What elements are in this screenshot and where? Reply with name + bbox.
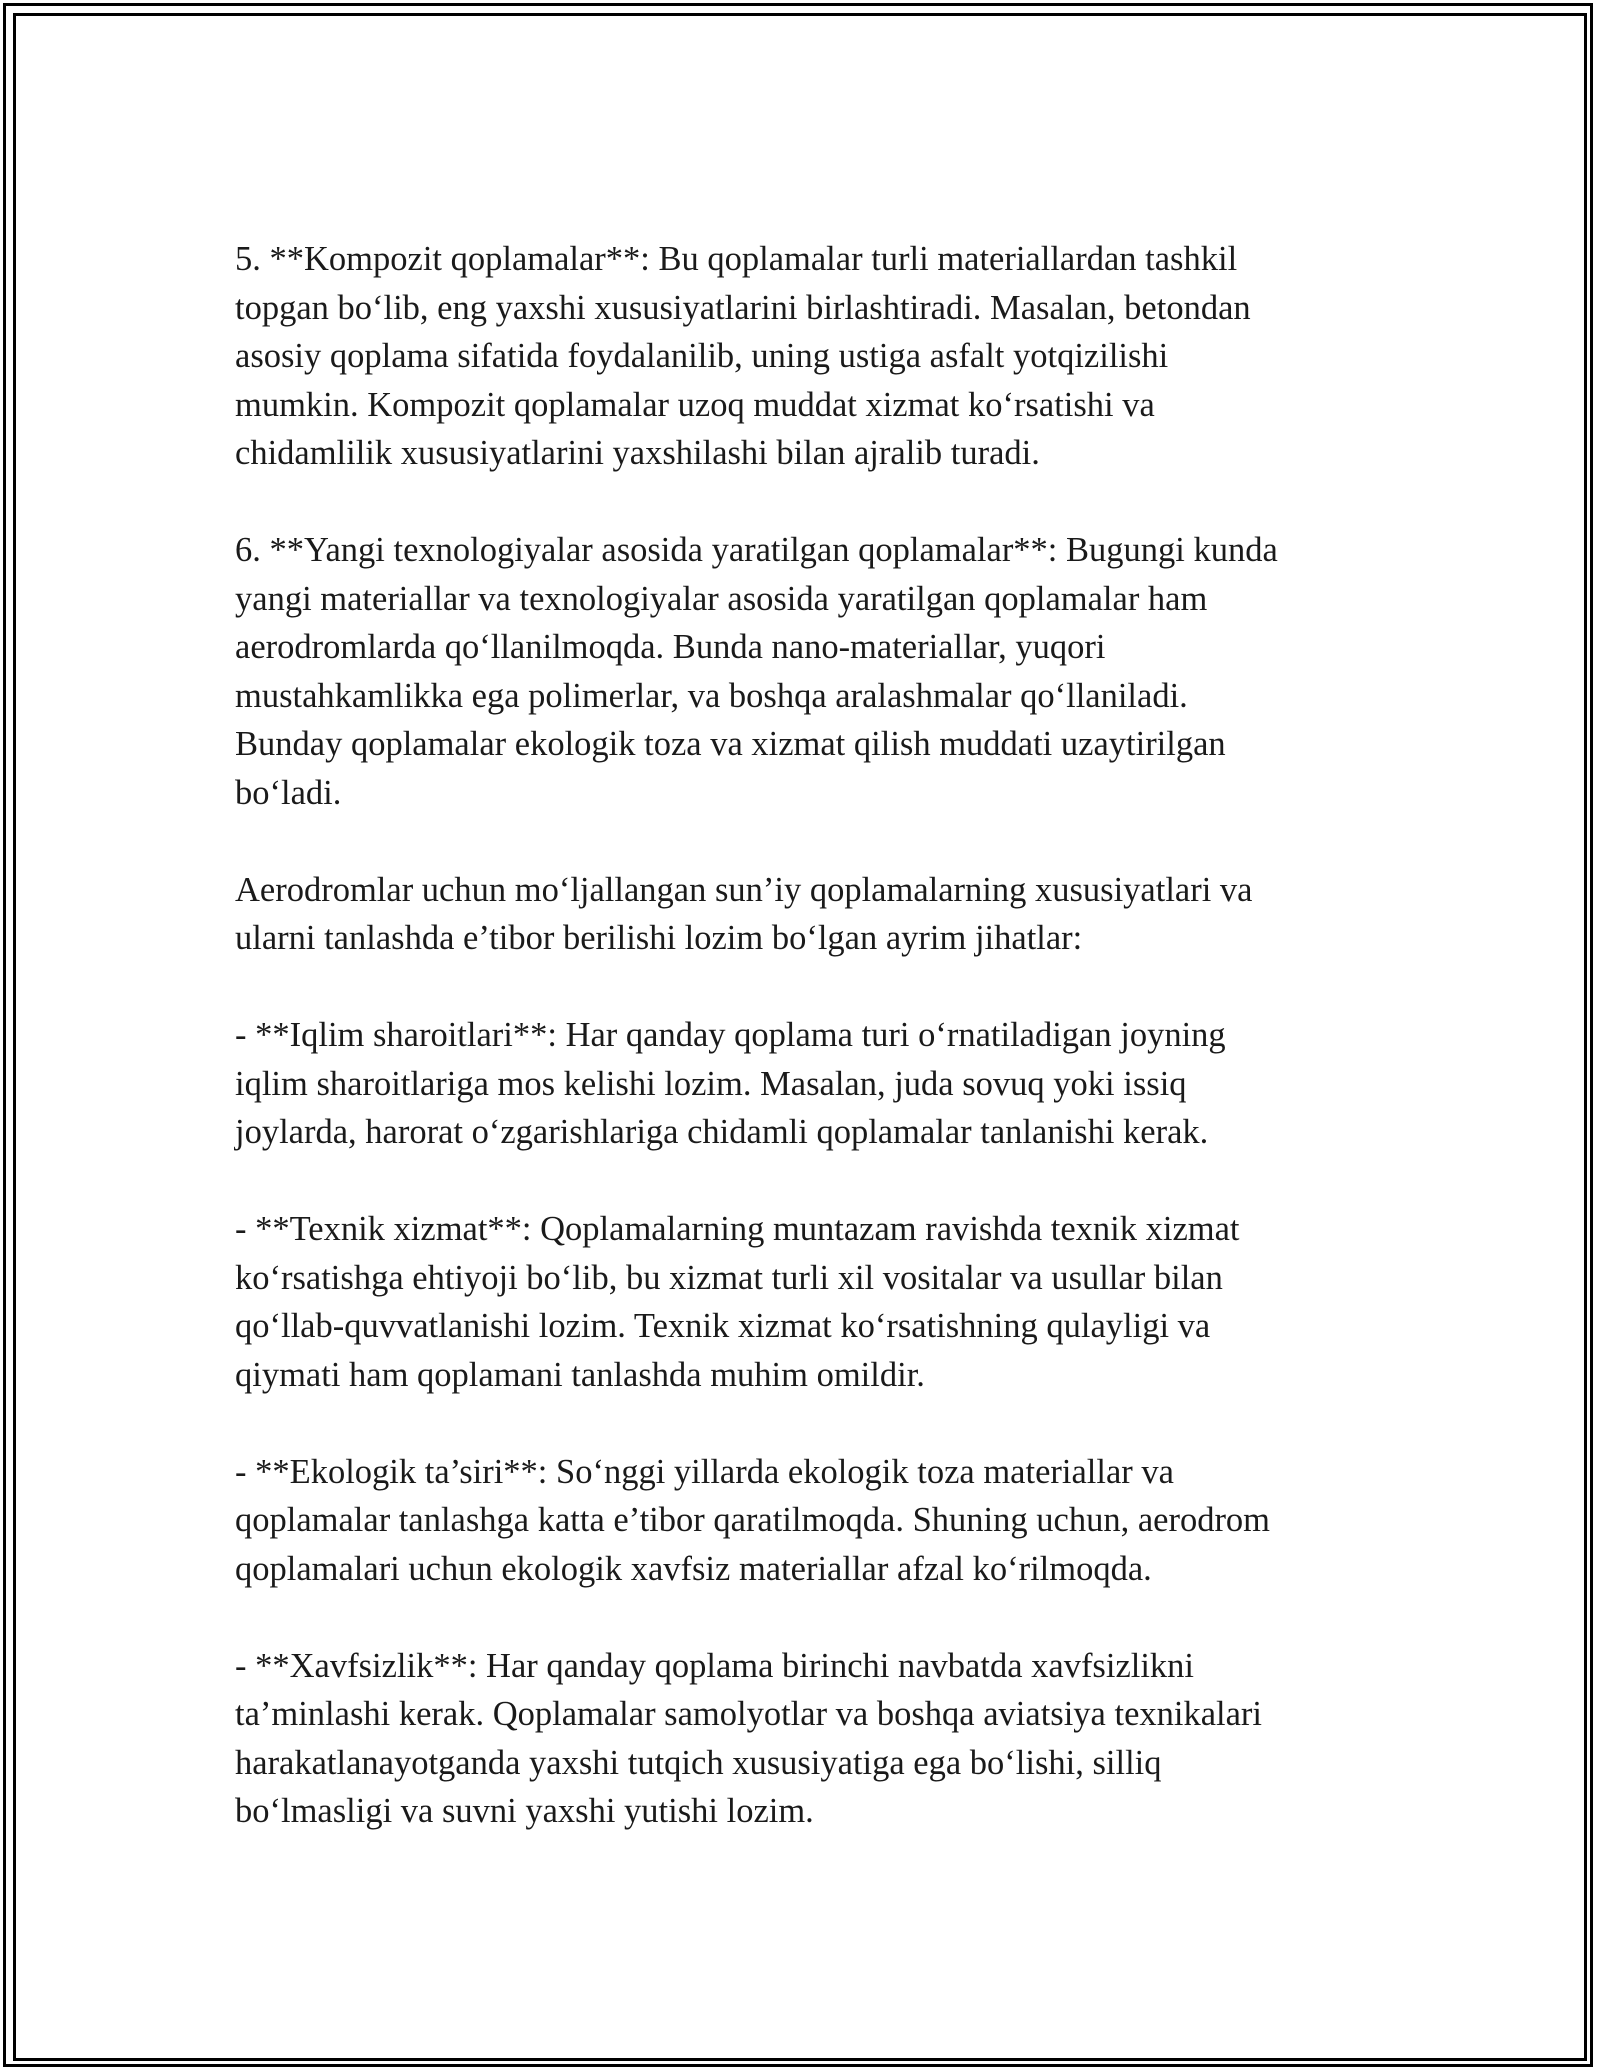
list-item-climate: - **Iqlim sharoitlari**: Har qanday qoplama turi o‘rnatiladigan joyning iqlim sharoitlariga mos kelishi lozim. Masalan, juda sovuq yoki issiq joylarda, harorat o‘zgarishlariga chidamli qoplamalar tanlanishi kerak. xyxy=(235,1016,1226,1151)
paragraph-composite-pavements: 5. **Kompozit qoplamalar**: Bu qoplamalar turli materiallardan tashkil topgan bo‘lib, eng yaxshi xususiyatlarini birlashtiradi. Masalan, betondan asosiy qoplama sifatida foydalanilib, uning ustiga asfalt yotqizilishi mumkin. Kompozit qoplamalar uzoq muddat xizmat ko‘rsatishi va chidamlilik xususiyatlarini yaxshilashi bilan ajralib turadi. xyxy=(235,240,1251,472)
document-body xyxy=(235,235,1380,1836)
list-item-ecology: - **Ekologik ta’siri**: So‘nggi yillarda ekologik toza materiallar va qoplamalar tanlashga katta e’tibor qaratilmoqda. Shuning uchun, aerodrom qoplamalari uchun ekologik xavfsiz materiallar afzal ko‘rilmoqda. xyxy=(235,1452,1271,1588)
paragraph-selection-intro: Aerodromlar uchun mo‘ljallangan sun’iy qoplamalarning xususiyatlari va ularni tanlashda e’tibor berilishi lozim bo‘lgan ayrim jihatlar: xyxy=(235,870,1253,957)
paragraph-new-technology-pavements: 6. **Yangi texnologiyalar asosida yaratilgan qoplamalar**: Bugungi kunda yangi materiallar va texnologiyalar asosida yaratilgan qoplamalar ham aerodromlarda qo‘llanilmoqda. Bunda nano-materiallar, yuqori mustahkamlikka ega polimerlar, va boshqa aralashmalar qo‘llaniladi. Bunday qoplamalar ekologik toza va xizmat qilish muddati uzaytirilgan bo‘ladi. xyxy=(235,531,1278,812)
list-item-maintenance: - **Texnik xizmat**: Qoplamalarning muntazam ravishda texnik xizmat ko‘rsatishga ehtiyoji bo‘lib, bu xizmat turli xil vositalar va usullar bilan qo‘llab-quvvatlanishi lozim. Texnik xizmat ko‘rsatishning qulayligi va qiymati ham qoplamani tanlashda muhim omildir. xyxy=(235,1210,1240,1394)
list-item-safety: - **Xavfsizlik**: Har qanday qoplama birinchi navbatda xavfsizlikni ta’minlashi kerak. Qoplamalar samolyotlar va boshqa aviatsiya texnikalari harakatlanayotganda yaxshi tutqich xususiyatiga ega bo‘lishi, silliq bo‘lmasligi va suvni yaxshi yutishi lozim. xyxy=(235,1646,1262,1830)
